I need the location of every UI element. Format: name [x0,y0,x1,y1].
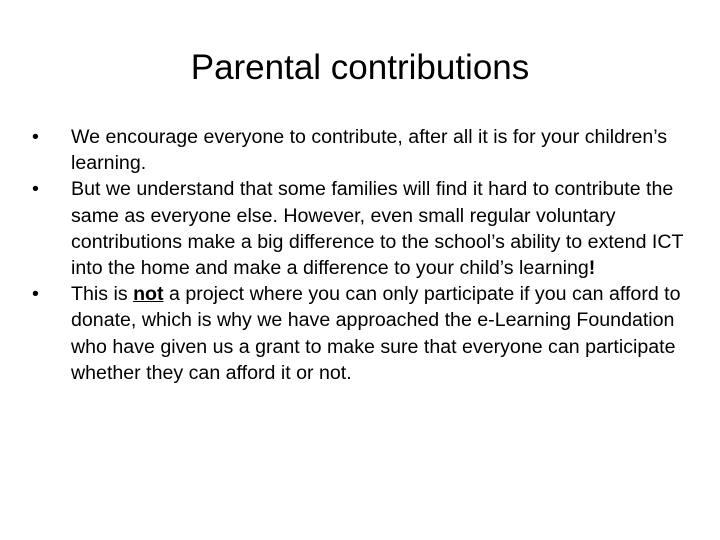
bullet-text-end: a project where you can only participate if you can afford to donate, which is why we have approached the e-Learning Foundation who have given us a grant to make sure that everyone can participate whether they can afford it or not. [71,283,681,384]
bullet-marker: • [32,283,39,306]
slide-title: Parental contributions [190,48,530,87]
bullet-marker: • [32,178,39,201]
emphasized-word: not [133,283,164,306]
exclamation-mark: ! [588,257,596,280]
bullet-list [32,124,692,386]
bullet-item-1 [32,124,692,176]
bullet-item-2 [32,176,692,281]
bullet-text: We encourage everyone to contribute, after all it is for your children’s learning. [71,126,668,175]
bullet-marker: • [32,126,39,148]
bullet-text: But we understand that some families will find it hard to contribute the same as everyone else. However, even small regular voluntary contributions make a big difference to the school’s ability to extend ICT into the home and make a difference to your child’s learning [71,178,684,280]
bullet-text-start: This is [71,283,134,306]
bullet-item-3 [32,281,692,386]
